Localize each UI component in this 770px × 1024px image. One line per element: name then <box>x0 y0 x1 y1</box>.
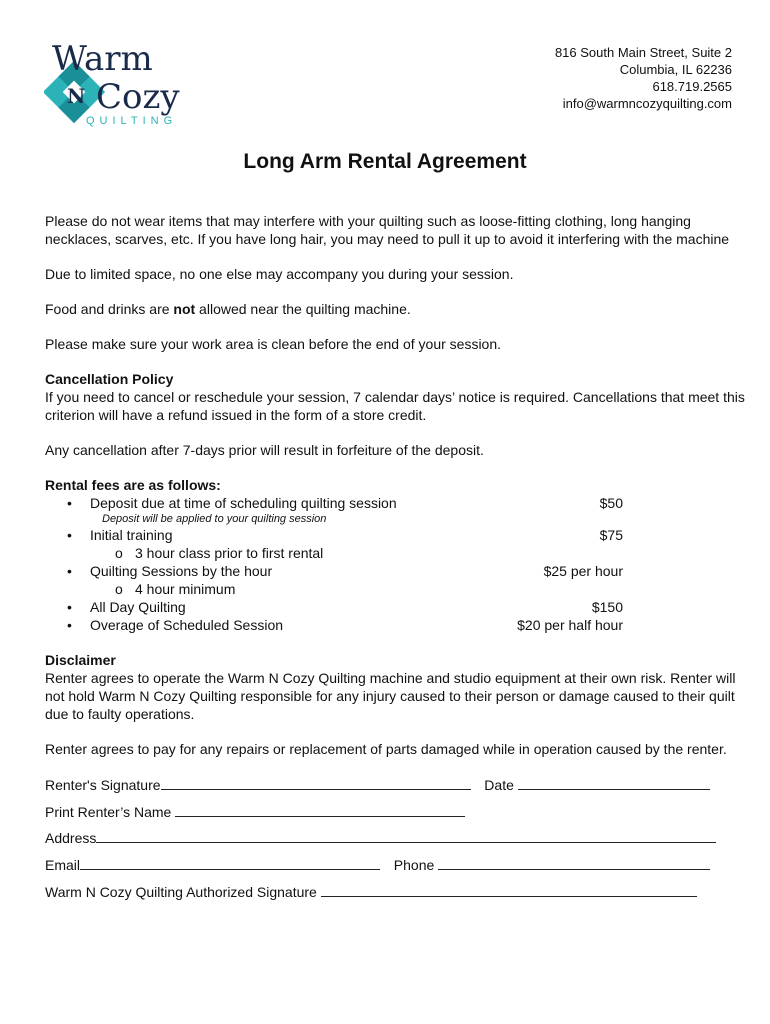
bullet: • <box>67 617 72 633</box>
sub-bullet: o <box>115 545 123 561</box>
authorized-row <box>45 882 745 909</box>
cancellation-notice: If you need to cancel or reschedule your session, 7 calendar days’ notice is required. Cancellations that meet this criterion will have a refund issued in the form of a store credit. <box>45 389 745 423</box>
fee-note <box>45 510 745 526</box>
disclaimer-risk: Renter agrees to operate the Warm N Cozy Quilting machine and studio equipment at their own risk. Renter will not hold Warm N Cozy Quilting responsible for any injury caused to their person or damage caused to their quilt due to faulty operations. <box>45 670 736 722</box>
business-address <box>555 44 732 112</box>
print-name-label: Print Renter’s Name <box>45 803 172 820</box>
bullet: • <box>67 527 72 543</box>
fee-row <box>45 616 745 634</box>
intro-space: Due to limited space, no one else may accompany you during your session. <box>45 266 514 282</box>
svg-text:Cozy: Cozy <box>96 77 180 117</box>
address-label: Address <box>45 830 97 847</box>
fee-label: Deposit due at time of scheduling quilting session <box>90 495 397 511</box>
contact-row <box>45 855 745 882</box>
fee-row <box>45 598 745 616</box>
food-text-before: Food and drinks are <box>45 301 174 317</box>
fee-sub-label: 4 hour minimum <box>135 581 236 597</box>
cancellation-title: Cancellation Policy <box>45 371 174 387</box>
food-text-after: allowed near the quilting machine. <box>195 301 411 317</box>
fee-sub-row <box>45 544 745 562</box>
fee-price: $150 <box>591 599 623 615</box>
warm-n-cozy-logo <box>44 36 204 128</box>
fee-price: $20 per half hour <box>517 617 623 633</box>
intro-clothing: Please do not wear items that may interfere with your quilting such as loose-fitting clothing, long hanging necklaces, scarves, etc. If you have long hair, you may need to pull it up to avoid it interfering with the machine <box>45 213 730 247</box>
address-phone: 618.719.2565 <box>652 79 732 94</box>
fee-row <box>45 562 745 580</box>
fee-row <box>45 526 745 544</box>
email-label: Email <box>45 857 81 874</box>
bullet: • <box>67 563 72 579</box>
disclaimer-title: Disclaimer <box>45 652 116 668</box>
disclaimer-repairs: Renter agrees to pay for any repairs or replacement of parts damaged while in operation caused by the renter. <box>45 741 727 757</box>
agreement-body <box>45 212 745 908</box>
quilt-logo-graphic <box>44 36 204 128</box>
print-name-row <box>45 802 745 829</box>
intro-food <box>45 300 745 318</box>
fee-note-text: Deposit will be applied to your quilting session <box>102 513 327 525</box>
fee-price: $25 per hour <box>543 563 623 579</box>
svg-text:QUILTING: QUILTING <box>86 115 178 127</box>
phone-label: Phone <box>393 857 435 874</box>
fee-label: Overage of Scheduled Session <box>90 617 284 633</box>
address-city: Columbia, IL 62236 <box>619 62 732 77</box>
fee-label: Quilting Sessions by the hour <box>90 563 273 579</box>
svg-text:N: N <box>67 84 86 108</box>
sub-bullet: o <box>115 581 123 597</box>
page-title: Long Arm Rental Agreement <box>243 150 527 173</box>
date-label: Date <box>484 777 514 793</box>
address-email: info@warmncozyquilting.com <box>562 96 732 111</box>
fee-sub-row <box>45 580 745 598</box>
address-field[interactable] <box>96 828 716 843</box>
renter-signature-field[interactable] <box>161 775 471 790</box>
intro-clean: Please make sure your work area is clean before the end of your session. <box>45 336 502 352</box>
address-row <box>45 828 745 855</box>
phone-field[interactable] <box>438 855 710 870</box>
fee-sub-label: 3 hour class prior to first rental <box>135 545 324 561</box>
email-field[interactable] <box>80 855 380 870</box>
authorized-signature-field[interactable] <box>321 882 697 897</box>
signature-row <box>45 775 745 802</box>
address-street: 816 South Main Street, Suite 2 <box>554 45 732 60</box>
authorized-label: Warm N Cozy Quilting Authorized Signature <box>45 883 317 900</box>
svg-text:Warm: Warm <box>52 39 153 79</box>
bullet: • <box>67 495 72 511</box>
renter-signature-label: Renter's Signature <box>45 777 161 793</box>
fees-list <box>45 494 745 634</box>
date-field[interactable] <box>518 775 710 790</box>
fee-label: All Day Quilting <box>90 599 186 615</box>
cancellation-forfeit: Any cancellation after 7-days prior will result in forfeiture of the deposit. <box>45 442 484 458</box>
fee-price: $75 <box>599 527 623 543</box>
bullet: • <box>67 599 72 615</box>
fees-title: Rental fees are as follows: <box>45 477 221 493</box>
fee-label: Initial training <box>90 527 173 543</box>
print-name-field[interactable] <box>175 802 465 817</box>
food-text-bold: not <box>173 301 196 317</box>
fee-price: $50 <box>599 495 623 511</box>
